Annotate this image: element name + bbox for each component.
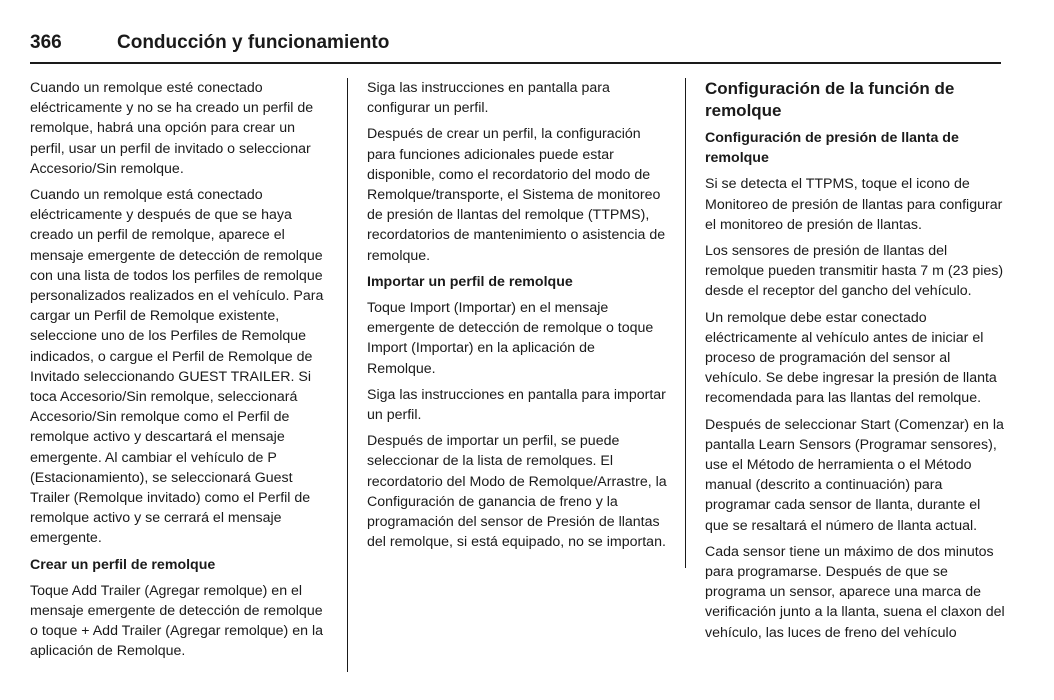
paragraph: Si se detecta el TTPMS, toque el icono de Monitoreo de presión de llantas para configurar el monitoreo de presión de llantas. (705, 176, 1003, 233)
paragraph: Cuando un remolque está conectado eléctricamente y después de que se haya creado un perfil de remolque, aparece el mensaje emergente de detección de remolque con una lista de todos los perfiles de remolque personalizados realizados en el vehículo. Para cargar un Perfil de Remolque existente, seleccione uno de los Perfiles de Remolque indicados, o cargue el Perfil de Remolque de Invitado seleccionando GUEST TRAILER. Si toca Accesorio/Sin remolque, seleccionará Accesorio/Sin remolque como el Perfil de remolque activo y descartará el mensaje emergente. Al cambiar el vehículo de P (Estacionamiento), se seleccionará Guest Trailer (Remolque invitado) como el Perfil de remolque activo y se cerrará el mensaje emergente. (30, 187, 324, 547)
subheading: Crear un perfil de remolque (30, 556, 216, 573)
section-heading: Configuración de la función de remolque (705, 79, 955, 120)
column-1 (30, 78, 330, 668)
header-rule (30, 62, 1001, 64)
paragraph: Después de importar un perfil, se puede seleccionar de la lista de remolques. El recordatorio del Modo de Remolque/Arrastre, la Configuración de ganancia de freno y la programación del sensor de Presión de llantas del remolque, si está equipado, no se importan. (367, 433, 667, 551)
page-header (30, 30, 1000, 60)
paragraph: Toque Import (Importar) en el mensaje emergente de detección de remolque o toque Import (Importar) en la aplicación de Remolque. (367, 300, 654, 377)
paragraph: Los sensores de presión de llantas del remolque pueden transmitir hasta 7 m (23 pies) desde el receptor del gancho del vehículo. (705, 243, 1004, 300)
subheading: Configuración de presión de llanta de remolque (705, 130, 959, 167)
paragraph: Siga las instrucciones en pantalla para importar un perfil. (367, 386, 666, 424)
column-divider (685, 78, 686, 568)
column-3 (705, 78, 1005, 649)
paragraph: Cuando un remolque esté conectado eléctricamente y no se ha creado un perfil de remolque, habrá una opción para crear un perfil, usar un perfil de invitado o seleccionar Accesorio/Sin remolque. (30, 80, 314, 177)
paragraph: Un remolque debe estar conectado eléctricamente al vehículo antes de iniciar el proceso de programación del sensor al vehículo. Se debe ingresar la presión de llanta recomendada para las llantas del remolque. (705, 309, 997, 407)
column-2 (367, 78, 667, 558)
page-number: 366 (30, 32, 62, 53)
column-divider (347, 78, 348, 672)
subheading: Importar un perfil de remolque (367, 273, 573, 290)
paragraph: Después de crear un perfil, la configuración para funciones adicionales puede estar disponible, como el recordatorio del modo de Remolque/transporte, el Sistema de monitoreo de presión de llantas del remolque (TTPMS), recordatorios de mantenimiento o asistencia de remolque. (367, 126, 666, 264)
paragraph: Después de seleccionar Start (Comenzar) en la pantalla Learn Sensors (Programar sensores), use el Método de herramienta o el Método manual (descrito a continuación) para programar cada sensor de llanta, durante el que se resaltará el número de llanta actual. (705, 416, 1004, 534)
paragraph: Siga las instrucciones en pantalla para configurar un perfil. (367, 80, 610, 117)
paragraph: Cada sensor tiene un máximo de dos minutos para programarse. Después de que se programa un sensor, aparece una marca de verificación junto a la llanta, suena el claxon del vehículo, las luces de freno del vehículo (705, 543, 1005, 641)
paragraph: Toque Add Trailer (Agregar remolque) en el mensaje emergente de detección de remolque o toque + Add Trailer (Agregar remolque) en la aplicación de Remolque. (30, 582, 323, 660)
chapter-title: Conducción y funcionamiento (117, 32, 390, 53)
